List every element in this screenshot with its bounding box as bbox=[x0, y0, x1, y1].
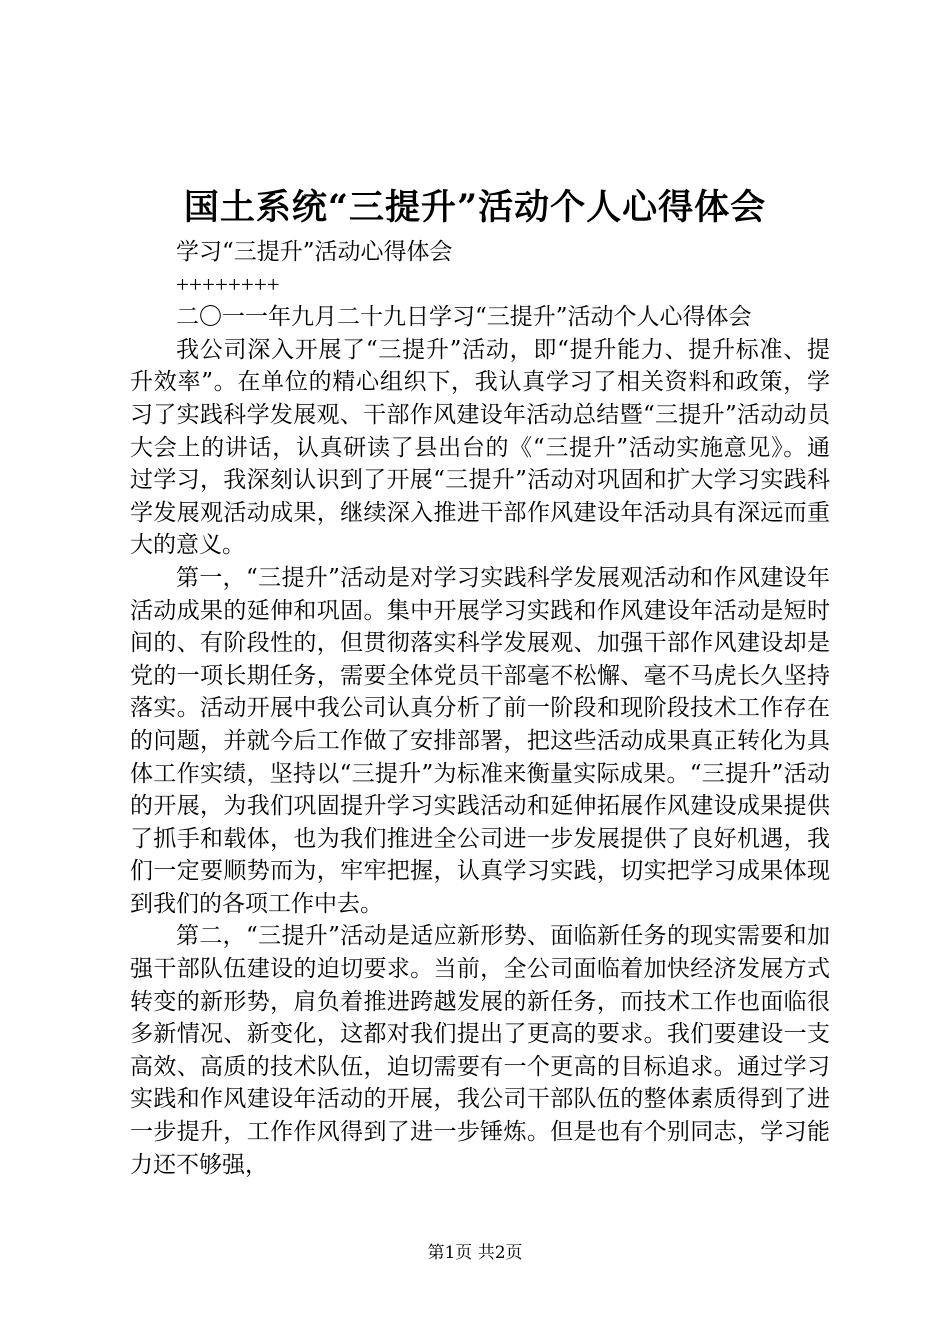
document-body bbox=[130, 236, 830, 1181]
separator: ++++++++ bbox=[176, 271, 280, 297]
document-title: 国土系统“三提升”活动个人心得体会 bbox=[183, 187, 767, 228]
page-footer: 第1页 共2页 bbox=[427, 1243, 523, 1263]
paragraph-first: 第一，“三提升”活动是对学习实践科学发展观活动和作风建设年活动成果的延伸和巩固。集中开展学习实践和作风建设年活动是短时间的、有阶段性的，但贯彻落实科学发展观、加强干部作风建设却是党的一项长期任务，需要全体党员干部毫不松懈、毫不马虎长久坚持落实。活动开展中我公司认真分析了前一阶段和现阶段技术工作存在的问题，并就今后工作做了安排部署，把这些活动成果真正转化为具体工作实绩，坚持以“三提升”为标准来衡量实际成果。“三提升”活动的开展，为我们巩固提升学习实践活动和延伸拓展作风建设成果提供了抓手和载体，也为我们推进全公司进一步发展提供了良好机遇，我们一定要顺势而为，牢牢把握，认真学习实践，切实把学习成果体现到我们的各项工作中去。 bbox=[130, 564, 830, 917]
paragraph-intro: 我公司深入开展了“三提升”活动，即“提升能力、提升标准、提升效率”。在单位的精心组织下，我认真学习了相关资料和政策，学习了实践科学发展观、干部作风建设年活动总结暨“三提升”活动动员大会上的讲话，认真研读了县出台的《“三提升”活动实施意见》。通过学习，我深刻认识到了开展“三提升”活动对巩固和扩大学习实践科学发展观活动成果，继续深入推进干部作风建设年活动具有深远而重大的意义。 bbox=[130, 336, 830, 559]
paragraph-date: 二〇一一年九月二十九日学习“三提升”活动个人心得体会 bbox=[176, 304, 752, 331]
subtitle: 学习“三提升”活动心得体会 bbox=[176, 239, 453, 265]
paragraph-second: 第二，“三提升”活动是适应新形势、面临新任务的现实需要和加强干部队伍建设的迫切要求。当前，全公司面临着加快经济发展方式转变的新形势，肩负着推进跨越发展的新任务，而技术工作也面临很多新情况、新变化，这都对我们提出了更高的要求。我们要建设一支高效、高质的技术队伍，迫切需要有一个更高的目标追求。通过学习实践和作风建设年活动的开展，我公司干部队伍的整体素质得到了进一步提升，工作作风得到了进一步锤炼。但是也有个别同志，学习能力还不够强， bbox=[130, 923, 830, 1178]
